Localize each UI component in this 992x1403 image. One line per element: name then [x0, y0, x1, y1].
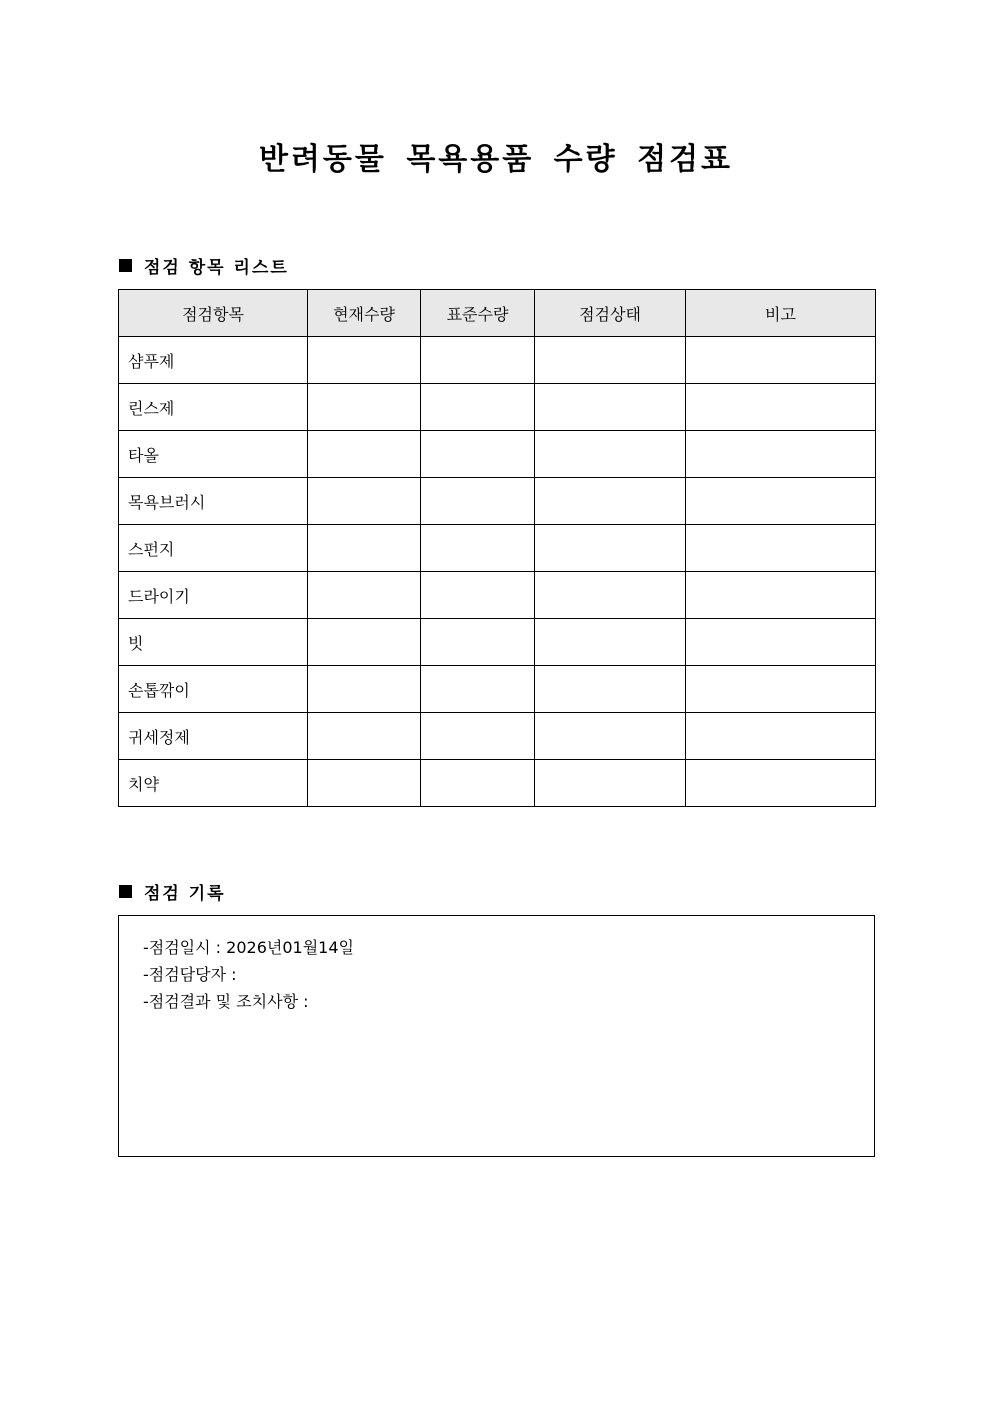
column-header-note: 비고 — [686, 290, 876, 337]
cell-current-qty[interactable] — [308, 431, 421, 478]
cell-current-qty[interactable] — [308, 619, 421, 666]
cell-standard-qty[interactable] — [421, 337, 535, 384]
cell-current-qty[interactable] — [308, 337, 421, 384]
table-row — [119, 713, 876, 760]
cell-item: 드라이기 — [119, 572, 308, 619]
cell-current-qty[interactable] — [308, 760, 421, 807]
cell-note[interactable] — [686, 760, 876, 807]
table-row — [119, 478, 876, 525]
cell-current-qty[interactable] — [308, 666, 421, 713]
cell-status[interactable] — [535, 572, 686, 619]
record-line-result-actions: -점검결과 및 조치사항 : — [143, 992, 309, 1011]
checklist-heading-text: 점검 항목 리스트 — [144, 258, 289, 278]
table-row — [119, 666, 876, 713]
table-header-row — [119, 290, 876, 337]
cell-item: 목욕브러시 — [119, 478, 308, 525]
cell-item: 귀세정제 — [119, 713, 308, 760]
record-section-heading — [119, 879, 226, 904]
inspection-record-box[interactable] — [118, 915, 875, 1157]
table-row — [119, 337, 876, 384]
cell-item: 치약 — [119, 760, 308, 807]
cell-status[interactable] — [535, 666, 686, 713]
record-line-date: -점검일시 : 2026년01월14일 — [143, 938, 354, 957]
table-row — [119, 619, 876, 666]
column-header-standard-qty: 표준수량 — [421, 290, 535, 337]
cell-note[interactable] — [686, 431, 876, 478]
cell-current-qty[interactable] — [308, 713, 421, 760]
checklist-section-heading — [119, 253, 289, 278]
cell-note[interactable] — [686, 666, 876, 713]
cell-standard-qty[interactable] — [421, 572, 535, 619]
cell-item: 샴푸제 — [119, 337, 308, 384]
cell-item: 린스제 — [119, 384, 308, 431]
cell-standard-qty[interactable] — [421, 713, 535, 760]
cell-standard-qty[interactable] — [421, 478, 535, 525]
column-header-item: 점검항목 — [119, 290, 308, 337]
table-row — [119, 431, 876, 478]
cell-status[interactable] — [535, 384, 686, 431]
cell-current-qty[interactable] — [308, 478, 421, 525]
cell-current-qty[interactable] — [308, 384, 421, 431]
cell-standard-qty[interactable] — [421, 760, 535, 807]
cell-note[interactable] — [686, 572, 876, 619]
cell-current-qty[interactable] — [308, 525, 421, 572]
cell-item: 손톱깎이 — [119, 666, 308, 713]
cell-note[interactable] — [686, 384, 876, 431]
table-row — [119, 760, 876, 807]
cell-note[interactable] — [686, 619, 876, 666]
record-heading-text: 점검 기록 — [144, 884, 226, 904]
document-title: 반려동물 목욕용품 수량 점검표 — [258, 142, 734, 177]
cell-note[interactable] — [686, 337, 876, 384]
table-row — [119, 384, 876, 431]
black-square-icon — [119, 885, 132, 898]
cell-status[interactable] — [535, 713, 686, 760]
cell-standard-qty[interactable] — [421, 384, 535, 431]
cell-status[interactable] — [535, 431, 686, 478]
cell-status[interactable] — [535, 525, 686, 572]
inspection-items-table — [118, 289, 876, 807]
column-header-current-qty: 현재수량 — [308, 290, 421, 337]
cell-standard-qty[interactable] — [421, 666, 535, 713]
column-header-status: 점검상태 — [535, 290, 686, 337]
cell-current-qty[interactable] — [308, 572, 421, 619]
cell-note[interactable] — [686, 478, 876, 525]
cell-standard-qty[interactable] — [421, 525, 535, 572]
table-row — [119, 572, 876, 619]
table-row — [119, 525, 876, 572]
cell-standard-qty[interactable] — [421, 431, 535, 478]
cell-item: 타올 — [119, 431, 308, 478]
cell-note[interactable] — [686, 713, 876, 760]
cell-status[interactable] — [535, 619, 686, 666]
cell-note[interactable] — [686, 525, 876, 572]
record-line-inspector: -점검담당자 : — [143, 965, 237, 984]
cell-item: 빗 — [119, 619, 308, 666]
cell-standard-qty[interactable] — [421, 619, 535, 666]
cell-status[interactable] — [535, 760, 686, 807]
cell-status[interactable] — [535, 337, 686, 384]
cell-status[interactable] — [535, 478, 686, 525]
cell-item: 스펀지 — [119, 525, 308, 572]
black-square-icon — [119, 259, 132, 272]
